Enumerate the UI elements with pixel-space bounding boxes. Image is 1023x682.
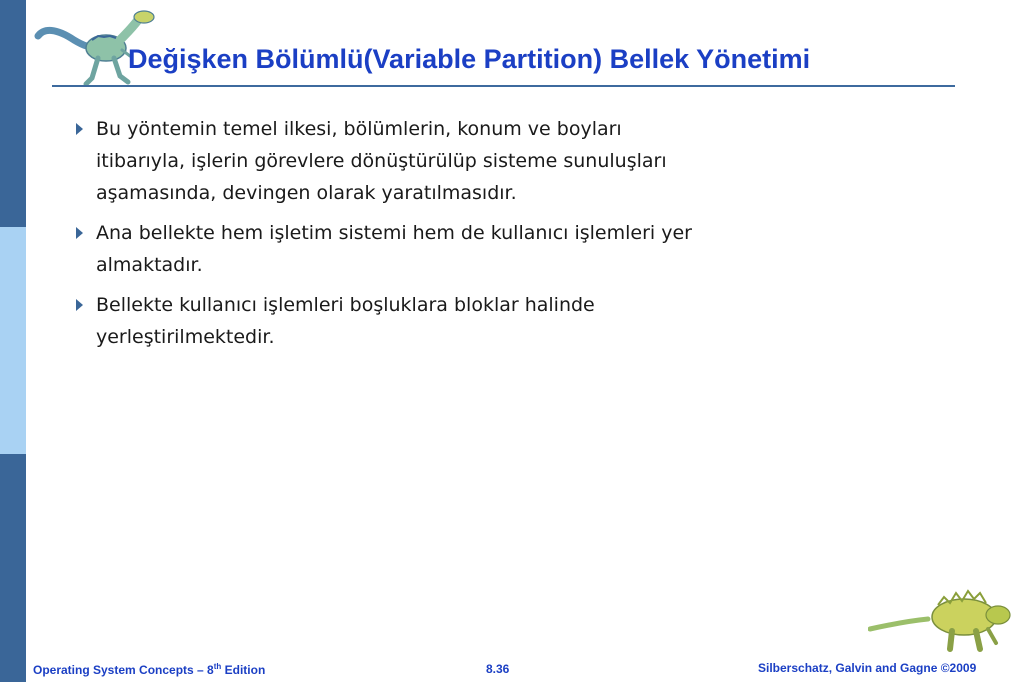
bullet-list bbox=[72, 113, 712, 361]
side-bar-middle bbox=[0, 227, 26, 454]
bullet-item bbox=[72, 217, 712, 281]
bullet-text: Bellekte kullanıcı işlemleri boşluklara bloklar halinde yerleştirilmektedir. bbox=[96, 294, 595, 348]
bullet-item bbox=[72, 113, 712, 209]
footer-edition-superscript: th bbox=[213, 662, 222, 671]
dinosaur-icon bbox=[868, 585, 1018, 655]
triangle-bullet-icon bbox=[76, 299, 83, 311]
side-bar-bottom bbox=[0, 454, 26, 682]
footer-book-text: Operating System Concepts – 8 bbox=[33, 663, 214, 677]
footer-page-number: 8.36 bbox=[486, 662, 510, 676]
bullet-text: Ana bellekte hem işletim sistemi hem de kullanıcı işlemleri yer almaktadır. bbox=[96, 222, 692, 276]
footer-book-title bbox=[33, 662, 265, 677]
footer-edition-text: Edition bbox=[221, 663, 266, 677]
footer-authors: Silberschatz, Galvin and Gagne ©2009 bbox=[758, 661, 977, 675]
bullet-item bbox=[72, 289, 712, 353]
triangle-bullet-icon bbox=[76, 123, 83, 135]
title-divider bbox=[52, 85, 955, 87]
slide-title: Değişken Bölümlü(Variable Partition) Bellek Yönetimi bbox=[128, 44, 811, 74]
side-bar-top bbox=[0, 0, 26, 227]
bullet-text: Bu yöntemin temel ilkesi, bölümlerin, konum ve boyları itibarıyla, işlerin görevlere dönüştürülüp sisteme sunuluşları aşamasında, devingen olarak yaratılmasıdır. bbox=[96, 118, 667, 204]
triangle-bullet-icon bbox=[76, 227, 83, 239]
